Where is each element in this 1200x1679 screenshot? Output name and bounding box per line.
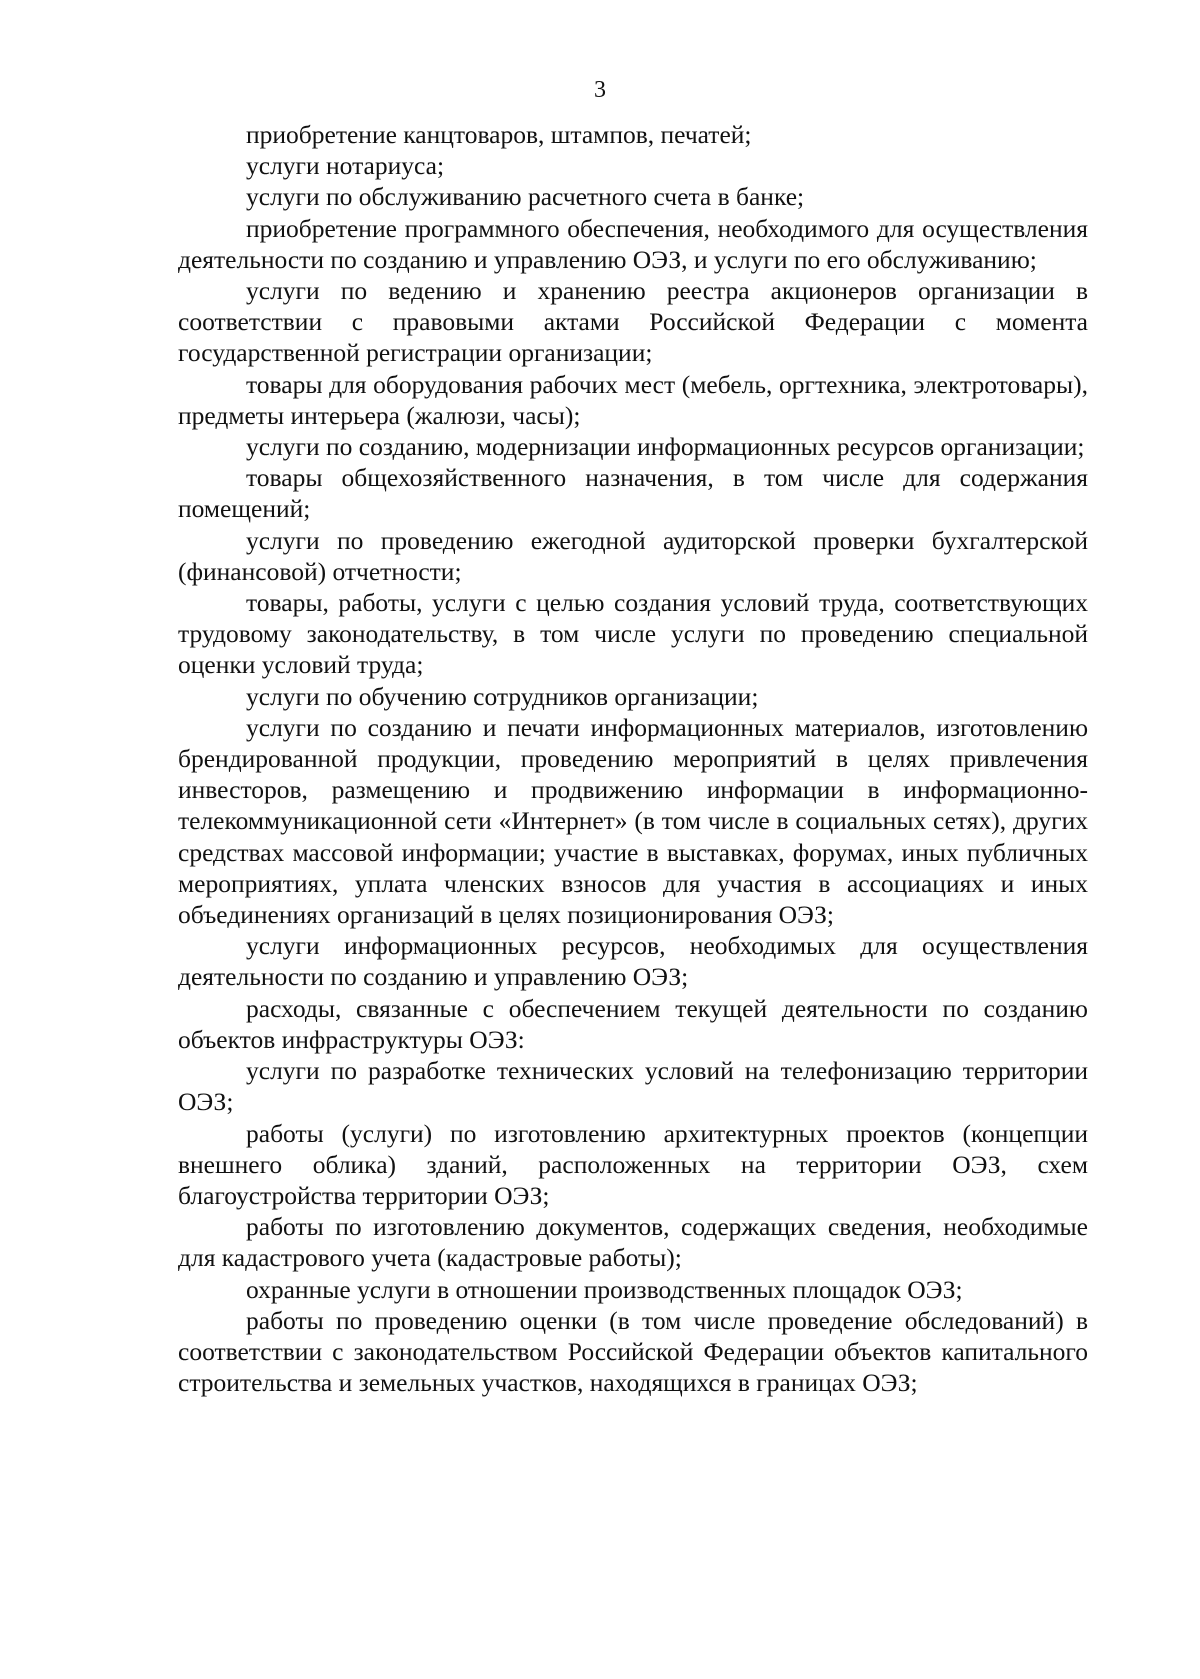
paragraph: услуги по созданию и печати информационных материалов, изготовлению брендированной продукции, проведению мероприятий в целях привлечения инвесторов, размещению и продвижению информации в информационно-телекоммуникационной сети «Интернет» (в том числе в социальных сетях), других средствах массовой информации; участие в выставках, форумах, иных публичных мероприятиях, уплата членских взносов для участия в ассоциациях и иных объединениях организаций в целях позиционирования ОЭЗ;: [178, 712, 1088, 930]
paragraph: приобретение канцтоваров, штампов, печатей;: [246, 120, 752, 149]
paragraph: услуги по проведению ежегодной аудиторской проверки бухгалтерской (финансовой) отчетности;: [178, 525, 1088, 586]
paragraph: охранные услуги в отношении производственных площадок ОЭЗ;: [246, 1274, 963, 1304]
paragraph: товары для оборудования рабочих мест (мебель, оргтехника, электротовары), предметы интерьера (жалюзи, часы);: [178, 369, 1088, 430]
paragraph: услуги по разработке технических условий на телефонизацию территории ОЭЗ;: [178, 1056, 1088, 1117]
paragraph: приобретение программного обеспечения, необходимого для осуществления деятельности по созданию и управлению ОЭЗ, и услуги по его обслуживанию;: [178, 213, 1088, 274]
paragraph: работы по изготовлению документов, содержащих сведения, необходимые для кадастрового учета (кадастровые работы);: [178, 1212, 1088, 1273]
page-number: 3: [594, 77, 606, 103]
paragraph: услуги по созданию, модернизации информационных ресурсов организации;: [246, 432, 1085, 462]
paragraph: услуги информационных ресурсов, необходимых для осуществления деятельности по созданию и управлению ОЭЗ;: [178, 931, 1088, 992]
paragraph: товары, работы, услуги с целью создания условий труда, соответствующих трудовому законодательству, в том числе услуги по проведению специальной оценки условий труда;: [178, 588, 1088, 680]
paragraph: услуги по ведению и хранению реестра акционеров организации в соответствии с правовыми актами Российской Федерации с момента государственной регистрации организации;: [178, 276, 1088, 368]
paragraph: работы по проведению оценки (в том числе проведение обследований) в соответствии с законодательством Российской Федерации объектов капитального строительства и земельных участков, находящихся в границах ОЭЗ;: [178, 1305, 1088, 1398]
paragraph: расходы, связанные с обеспечением текущей деятельности по созданию объектов инфраструктуры ОЭЗ:: [178, 993, 1088, 1054]
paragraph: товары общехозяйственного назначения, в том числе для содержания помещений;: [178, 463, 1088, 524]
paragraph: услуги по обучению сотрудников организации;: [246, 681, 759, 711]
paragraph: работы (услуги) по изготовлению архитектурных проектов (концепции внешнего облика) зданий, расположенных на территории ОЭЗ, схем благоустройства территории ОЭЗ;: [178, 1118, 1088, 1210]
document-body: [178, 119, 1088, 1398]
paragraph: услуги по обслуживанию расчетного счета в банке;: [246, 182, 805, 212]
paragraph: услуги нотариуса;: [246, 151, 445, 181]
